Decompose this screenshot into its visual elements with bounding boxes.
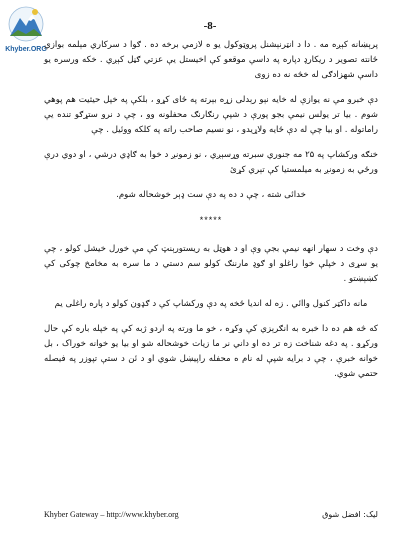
paragraph: خدائی شته ، چې د ده په دې ست ډېر خوشحاله شوم. bbox=[116, 190, 306, 200]
page-footer bbox=[44, 510, 378, 519]
paragraph: که څه هم ده دا خبره به انګرېزي کې وکړه ، خو ما ورته په اردو ژبه کې په خپله باره کې حال ورکړو . په دغه شناخت زه تر ده او داني نر ما زيات خوشحاله شو او بيا يو خوانه خوراک ، بل خوانه خبرې ، چې د برايه شپې له نام ه محفله راپيښل شوي او د ئن د ستې تپوزر په فيصله حتمي شوي. bbox=[44, 324, 378, 379]
footer-author: لیک: افضل شوق bbox=[322, 510, 378, 519]
page-number: -8- bbox=[203, 20, 217, 32]
paragraph: خنګه ورکشاپ په ۲۵ مه جنوري سبرته وړسېږي ، نو زمونږ د خوا به ګاډي درشي ، او دوي درې ورځي به زمونږ به ميلمستيا کې تېري کړئ bbox=[44, 150, 378, 175]
paragraph: پرېښانه کېږه مه . دا د انټرنېشنل پروټوکول يو ه لازمي برخه ده . ګوا د سرکاري مېلمه بوازي ځانته تصوير د ريکارډ دپاره په داسې موقعو کې اخيستل يې عزتي ګڼل کېږي . خکه ورسره يو داسې شهزادګی له خڅه نه ده زوی bbox=[44, 40, 378, 80]
logo-caption: Khyber.ORG bbox=[5, 46, 47, 53]
paragraph: دې وخت د سهار انهه نيمې بجې وې او د هوټل به ريستورېنټ کې مې خورل خيشل کولو ، چې يو سړی د خپلې خوا راغلو او ګوډ مارننګ کولو سم دستي د ما سره به مخامخ چوکی کې کښېښتو . bbox=[44, 244, 378, 284]
paragraph: مانه داکټر کنول واائي . زه له انديا ځخه په دې ورکشاپ کې د ګډون کولو د پاره راغلی يم bbox=[54, 299, 368, 309]
article-body bbox=[44, 38, 378, 392]
section-separator: ***** bbox=[199, 215, 223, 225]
paragraph: دې خبرو مې نه يوازې له خايه نېو رېدلی زړه بېرته په ځای کړو ، بلکې په خپل حيثيت هم پوهي شوم . بيا تر يولس نيمې بجو پورې د شپې رنګارنګ محفلونه وو ، چې د نرو ستړګو تنده يې راماتوله . او بيا چې له دې ځايه ولاړيدو ، نو نسيم صاحب راته په کلکه ووئيل . چې bbox=[44, 95, 378, 135]
footer-website: Khyber Gateway – http://www.khyber.org bbox=[44, 510, 179, 519]
